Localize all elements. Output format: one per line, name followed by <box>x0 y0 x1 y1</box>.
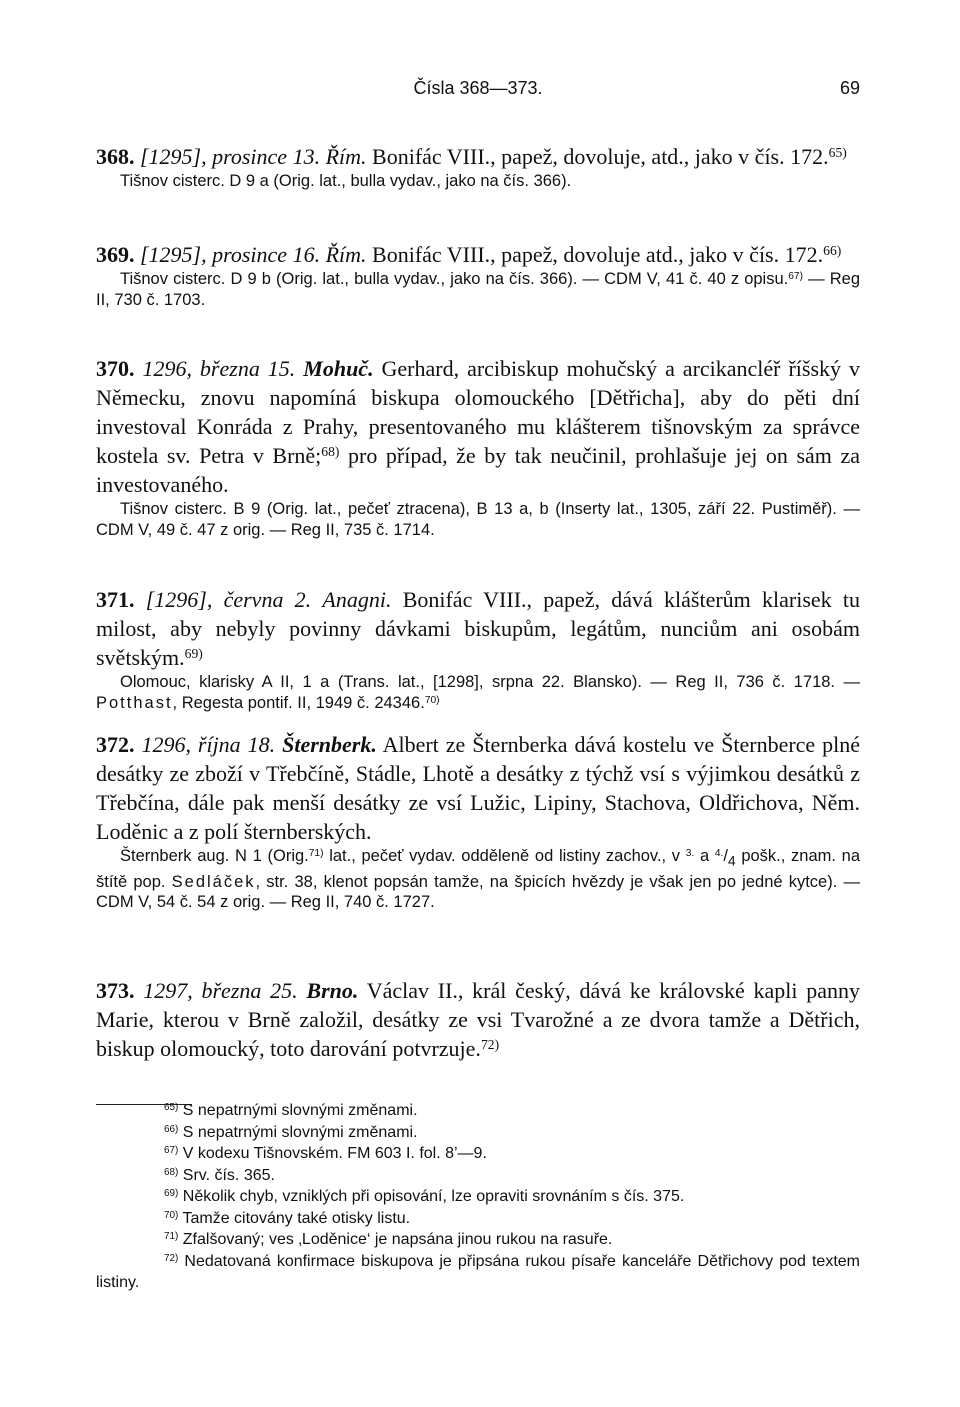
entry-372 <box>96 730 860 913</box>
footnote-ref: 72) <box>480 1037 500 1053</box>
subscript: 4 <box>727 853 736 869</box>
footnote-text: S nepatrnými slovnými změnami. <box>178 1102 418 1119</box>
footnote-67 <box>96 1143 860 1165</box>
footnote-mark: 67) <box>164 1145 179 1157</box>
superscript: 3. <box>685 847 695 859</box>
entry-date: 1296, března 15. <box>142 356 296 381</box>
entry-number: 373. <box>96 978 135 1003</box>
entry-place: Řím. <box>325 144 367 169</box>
entry-371-source <box>96 672 860 713</box>
footnote-ref: 71) <box>308 847 324 859</box>
entry-368-text <box>96 142 860 171</box>
entry-373-text <box>96 976 860 1063</box>
author-name: Sedláček <box>171 872 256 891</box>
entry-372-text <box>96 730 860 846</box>
source-text: Šternberk aug. N 1 (Orig. <box>120 847 309 865</box>
footnote-ref: 65) <box>828 145 847 161</box>
page-number: 69 <box>839 78 860 98</box>
footnote-text: Tamže citovány také otisky listu. <box>178 1209 411 1227</box>
footnote-ref: 70) <box>424 694 440 706</box>
entry-369 <box>96 240 860 310</box>
entry-date: 1296, října 18. <box>141 732 276 757</box>
footnote-mark: 68) <box>164 1166 179 1178</box>
entry-date: 1297, března 25. <box>143 978 298 1003</box>
entry-body: Bonifác VIII., papež, dává klášterům klarisek tu milost, aby nebyly povinny dávkami biskupům, legátům, nunciům ani osobám světským. <box>96 587 861 670</box>
source-text: lat., pečeť vydav. odděleně od listiny zachov., v <box>323 847 686 865</box>
footnote-ref: 66) <box>823 243 842 259</box>
footnote-69 <box>96 1186 860 1208</box>
entry-place: Brno. <box>306 978 359 1003</box>
entry-373 <box>96 976 860 1063</box>
entry-body: Václav II., král český, dává ke královské kapli panny Marie, kterou v Brně založil, desátky ze vsi Tvarožné a ze dvora tamže a Dětřich, biskup olomoucký, toto darování potvrzuje. <box>96 978 861 1061</box>
entry-369-text <box>96 240 860 269</box>
footnote-ref: 69) <box>184 646 203 662</box>
entry-body: Bonifác VIII., papež, dovoluje, atd., jako v čís. 172. <box>366 144 829 169</box>
entry-number: 372. <box>96 732 135 757</box>
footnote-72 <box>96 1251 860 1294</box>
footnote-mark: 69) <box>164 1188 179 1200</box>
footnote-text: Zfalšovaný; ves ‚Loděnice‘ je napsána jinou rukou na rasuře. <box>178 1231 613 1248</box>
source-text: Tišnov cisterc. D 9 b (Orig. lat., bulla vydav., jako na čís. 366). — CDM V, 41 č. 40 z opisu. <box>120 270 789 288</box>
entry-370-source: Tišnov cisterc. B 9 (Orig. lat., pečeť ztracena), B 13 a, b (Inserty lat., 1305, září 22. Pustiměř). — CDM V, 49 č. 47 z orig. — Reg II, 735 č. 1714. <box>96 500 860 539</box>
footnotes <box>96 1100 860 1294</box>
entry-body: pro případ, že by tak neučinil, prohlašuje jej on sám za investovaného. <box>96 443 861 497</box>
entry-368 <box>96 142 860 192</box>
superscript: 4. <box>714 847 724 859</box>
source-text: — Reg II, 730 č. 1703. <box>96 270 860 309</box>
entry-date: [1296], června 2. <box>145 587 312 612</box>
footnote-ref: 68) <box>321 444 340 460</box>
footnote-70 <box>96 1208 860 1230</box>
entry-body: Gerhard, arcibiskup mohučský a arcikancléř říšský v Německu, znovu napomíná biskupa olomouckého [Dětřicha], aby do pěti dní investoval Konráda z Prahy, presentovaného mu klášterem tišnovským za správce kostela sv. Petra v Brně; <box>96 356 860 468</box>
footnote-68 <box>96 1165 860 1187</box>
author-name: Potthast <box>96 693 173 712</box>
footnote-mark: 65) <box>164 1102 179 1114</box>
entry-place: Řím. <box>325 242 367 267</box>
footnote-text: S nepatrnými slovnými změnami. <box>178 1123 418 1141</box>
footnote-66 <box>96 1122 860 1144</box>
entry-body: Albert ze Šternberka dává kostelu ve Šternberce plné desátky ze zboží v Třebčíně, Stádle, Lhotě a desátky z týchž vsí s výjimkou desátků z Třebčína, dále pak menší desátky ze vsí Lužic, Lipiny, Stachova, Oldřichova, Něm. Loděnic a z polí šternberských. <box>96 732 861 844</box>
entry-369-source <box>96 269 860 310</box>
footnote-mark: 71) <box>164 1231 179 1243</box>
footnote-65 <box>96 1100 860 1122</box>
entry-number: 370. <box>96 356 135 381</box>
entry-number: 369. <box>96 242 135 267</box>
running-head <box>96 78 860 102</box>
entry-number: 371. <box>96 587 135 612</box>
entry-date: [1295], prosince 13. <box>140 144 321 169</box>
running-title: Čísla 368—373. <box>413 78 543 98</box>
footnote-text: Nedatovaná konfirmace biskupova je připsána rukou písaře kanceláře Dětřichovy pod textem listiny. <box>96 1252 860 1291</box>
footnote-text: V kodexu Tišnovském. FM 603 I. fol. 8’—9. <box>178 1145 487 1162</box>
source-text: Olomouc, klarisky A II, 1 a (Trans. lat., [1298], srpna 22. Blansko). — Reg II, 736 č. 1718. — <box>120 673 860 691</box>
entry-370-text <box>96 354 860 499</box>
entry-number: 368. <box>96 144 135 169</box>
footnote-71 <box>96 1229 860 1251</box>
footnote-ref: 67) <box>788 270 804 282</box>
entry-place: Mohuč. <box>303 356 374 381</box>
entry-370 <box>96 354 860 540</box>
entry-place: Šternberk. <box>282 732 377 757</box>
source-text: , Regesta pontif. II, 1949 č. 24346. <box>172 693 425 712</box>
entry-body: Bonifác VIII., papež, dovoluje atd., jako v čís. 172. <box>366 242 824 267</box>
entry-place: Anagni. <box>322 587 392 612</box>
source-text: / <box>723 847 728 865</box>
footnote-mark: 66) <box>164 1123 179 1135</box>
source-text: a <box>694 847 715 865</box>
source-text: , str. 38, klenot popsán tamže, na špicích hvězdy je však jen po jedné kytce). — CDM V, 54 č. 54 z orig. — Reg II, 740 č. 1727. <box>96 872 860 912</box>
entry-371-text <box>96 585 860 672</box>
entry-371 <box>96 585 860 713</box>
entry-date: [1295], prosince 16. <box>140 242 321 267</box>
footnote-text: Srv. čís. 365. <box>178 1166 275 1184</box>
entry-372-source <box>96 846 860 913</box>
footnote-mark: 72) <box>164 1252 179 1264</box>
footnote-mark: 70) <box>164 1209 179 1221</box>
footnote-text: Několik chyb, vzniklých při opisování, lze opraviti srovnáním s čís. 375. <box>178 1188 685 1205</box>
entry-368-source: Tišnov cisterc. D 9 a (Orig. lat., bulla vydav., jako na čís. 366). <box>120 172 572 190</box>
source-text: pošk., znam. na štítě pop. <box>96 847 860 891</box>
